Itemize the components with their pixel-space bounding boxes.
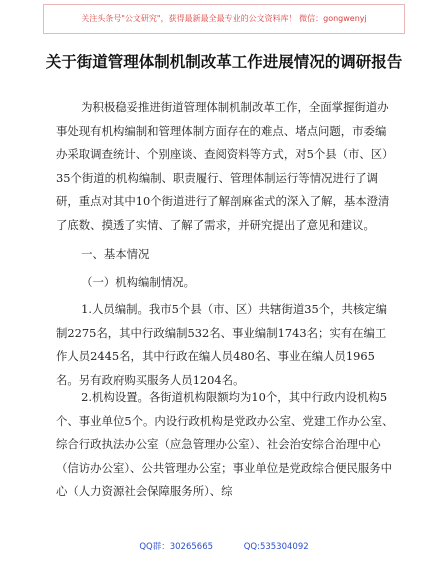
- contact-footer: [0, 540, 448, 552]
- qq-group-text: QQ群：30265665: [139, 542, 214, 552]
- qq-text: QQ:535304092: [243, 542, 309, 552]
- item-personnel-paragraph: [56, 298, 396, 392]
- promo-banner: [43, 4, 405, 34]
- intro-text: 为积极稳妥推进街道管理体制机制改革工作，全面掌握街道办事处现有机构编制和管理体制方面存在的难点、堵点问题，市委编办采取调查统计、个别座谈、查阅资料等方式，对5个县（市、区）35个街道的机构编制、职责履行、管理体制运行等情况进行了调研，重点对其中10个街道进行了解剖麻雀式的深入了解，基本澄清了底数、摸透了实情、了解了需求，并研究提出了意见和建议。: [56, 100, 394, 232]
- subsection-heading-text: （一）机构编制情况。: [81, 275, 195, 289]
- item-institutions-paragraph: [56, 386, 396, 504]
- section-heading-text: 一、基本情况: [81, 247, 150, 261]
- item-personnel-text: 1.人员编制。我市5个县（市、区）共辖街道35个，共核定编制2275名，其中行政编制532名、事业编制1743名；实有在编工作人员2445名，其中行政在编人员480名、事业在编人员1965名。另有政府购买服务人员1204名。: [56, 302, 388, 387]
- promo-banner-text: 关注头条号"公文研究"，获得最新最全最专业的公文资料库！ 微信：gongwenyj: [81, 14, 367, 23]
- section-heading: [56, 243, 396, 267]
- intro-paragraph: [56, 96, 396, 238]
- document-title: 关于街道管理体制机制改革工作进展情况的调研报告: [45, 53, 403, 71]
- item-institutions-text: 2.机构设置。各街道机构限额均为10个，其中行政内设机构5个、事业单位5个。内设行政机构是党政办公室、党建工作办公室、综合行政执法办公室（应急管理办公室）、社会治安综合治理中心（信访办公室）、公共管理办公室；事业单位是党政综合便民服务中心（人力资源社会保障服务所）、综: [56, 390, 394, 499]
- subsection-heading: [56, 271, 396, 295]
